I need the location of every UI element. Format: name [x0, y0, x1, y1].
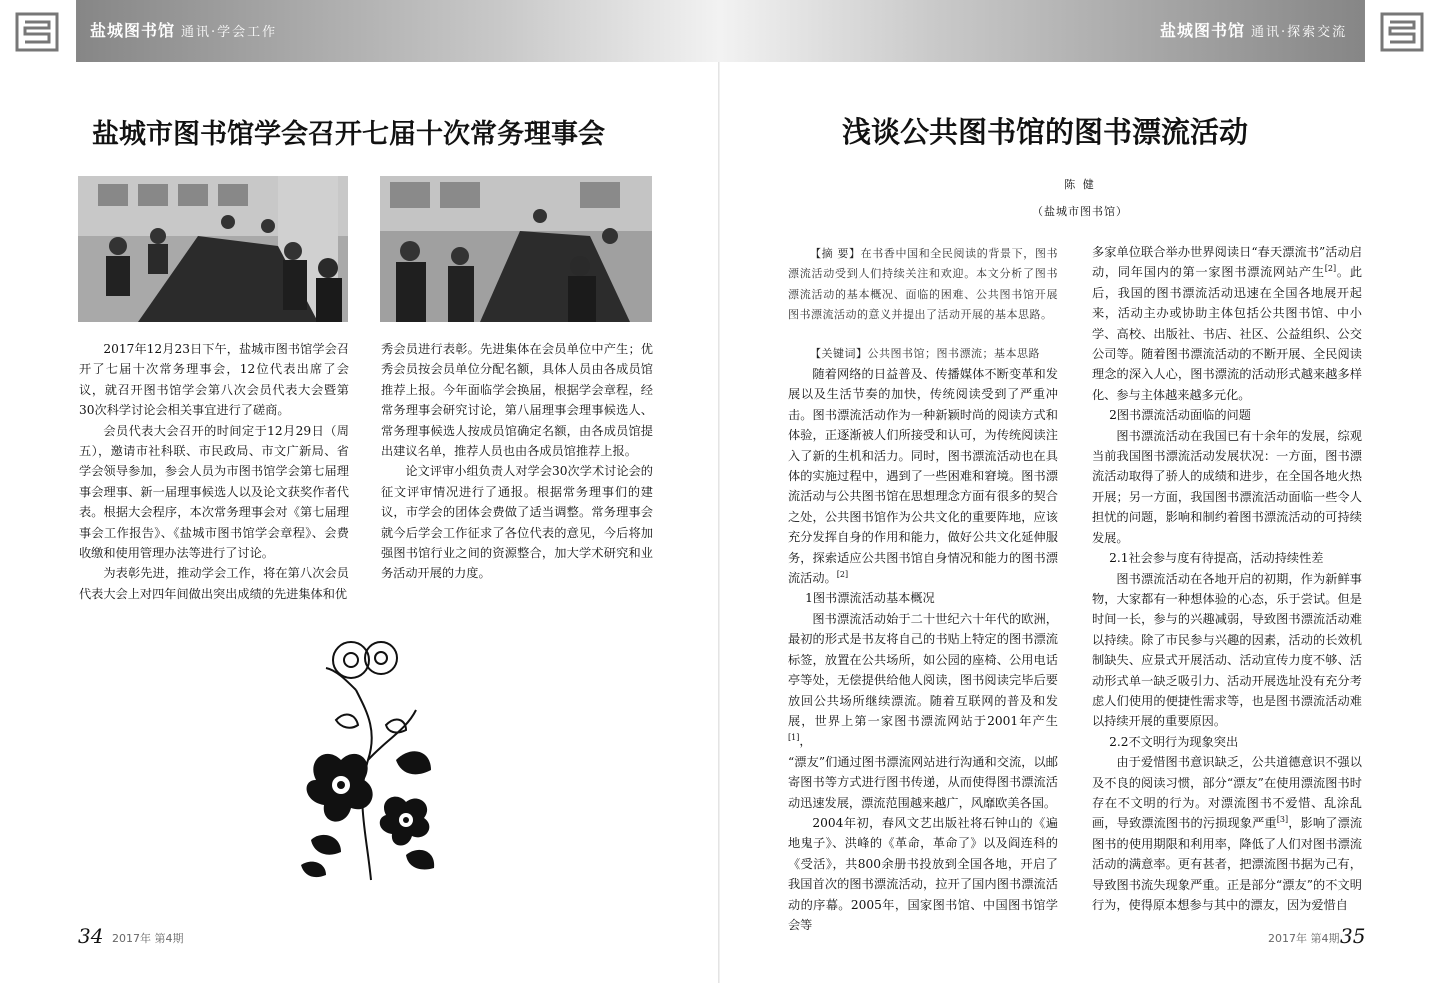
section-heading: 2.2不文明行为现象突出: [1109, 734, 1239, 749]
left-issue-label: 2017年 第4期: [112, 932, 184, 945]
header-left-section: 通讯·学会工作: [181, 25, 278, 40]
paragraph: 论文评审小组负责人对学会30次学术讨论会的征文评审情况进行了通报。根据常务理事们的建议，市学会的团体会费做了适当调整。常务理事会就今后学会工作征求了各位代表的意见，今后将加强图书馆行业之间的资源整合，加大学术研究和业务活动开展的力度。: [381, 464, 653, 581]
header-brand-right: 盐城图书馆: [1160, 21, 1246, 40]
citation: [3]: [1276, 815, 1289, 825]
left-column-2: [381, 339, 653, 589]
header-right-text: [1160, 18, 1347, 41]
right-page-number: 35: [1340, 924, 1366, 948]
paragraph: 为表彰先进，推动学会工作，将在第八次会员代表大会上对四年间做出突出成绩的先进集体和优: [79, 566, 349, 601]
paragraph: 由于爱惜图书意识缺乏，公共道德意识不强以及不良的阅读习惯，部分“漂友”在使用漂流图书时存在不文明的行为。对漂流图书不爱惜、乱涂乱画，导致漂流图书的污损现象严重[3]，影响了漂流图书的使用期限和利用率，降低了人们对图书漂流活动的满意率。更有甚者，把漂流图书据为己有，导致图书流失现象严重。正是部分“漂友”的不文明行为，使得原本想参与其中的漂友，因为爱惜自: [1092, 755, 1363, 912]
paragraph: 2017年12月23日下午，盐城市图书馆学会召开了七届十次常务理事会，12位代表出席了会议，就召开图书馆学会第八次会员代表大会暨第30次科学讨论会相关事宜进行了磋商。: [79, 342, 349, 418]
paragraph: 随着网络的日益普及、传播媒体不断变革和发展以及生活节奏的加快，传统阅读受到了严重冲击。图书漂流活动作为一种新颖时尚的阅读方式和体验，正逐渐被人们所接受和认可，为传统阅读注入了新的生机和活力。同时，图书漂流活动也在具体的实施过程中，遇到了一些困难和窘境。图书漂流活动与公共图书馆在思想理念方面有很多的契合之处，公共图书馆作为公共文化的重要阵地，应该充分发挥自身的作用和能力，做好公共文化延伸服务，探索适应公共图书馆自身情况和能力的图书漂流活动。[2]: [788, 367, 1058, 586]
paragraph: 秀会员进行表彰。先进集体在会员单位中产生；优秀会员按会员单位分配名额，具体人员由各成员馆推荐上报。今年面临学会换届，根据学会章程，经常务理事会研究讨论，第八届理事会理事候选人、常务理事候选人按成员馆确定名额，由各成员馆提出建议名单，推荐人员也由各成员馆推荐上报。: [381, 342, 653, 459]
flower-illustration-icon: [296, 630, 446, 885]
library-emblem-icon: [15, 12, 59, 52]
left-page-number: 34: [78, 924, 104, 948]
citation: [1]: [788, 733, 800, 743]
right-page-title: 浅谈公共图书馆的图书漂流活动: [842, 115, 1249, 149]
citation: [2]: [836, 570, 849, 579]
citation: [2]: [1324, 264, 1337, 274]
abstract-block: [788, 244, 1058, 342]
page-header: [0, 0, 1440, 62]
section-heading: 2图书漂流活动面临的问题: [1109, 408, 1251, 423]
paragraph: 图书漂流活动在各地开启的初期，作为新鲜事物，大家都有一种想体验的心态，乐于尝试。但是时间一长，参与的兴趣减弱，导致图书漂流活动难以持续。除了市民参与兴趣的因素，活动的长效机制缺失、应景式开展活动、活动宣传力度不够、活动形式单一缺乏吸引力、活动开展选址没有充分考虑人们使用的便捷性需求等，也是图书漂流活动难以持续开展的重要原因。: [1092, 571, 1362, 729]
library-emblem-icon: [1380, 12, 1424, 52]
paragraph: 图书漂流活动在我国已有十余年的发展，综观当前我国图书漂流活动发展状况：一方面，图书漂流活动取得了骄人的成绩和进步，在全国各地火热开展；另一方面，我国图书漂流活动面临一些令人担忧的问题，影响和制约着图书漂流活动的可持续发展。: [1092, 428, 1362, 545]
header-left-text: [90, 18, 277, 41]
keywords-text: 公共图书馆；图书漂流；基本思路: [867, 347, 1040, 360]
meeting-photo-1: [78, 176, 348, 322]
meeting-photo-2: [380, 176, 652, 322]
left-page-title: 盐城市图书馆学会召开七届十次常务理事会: [92, 119, 605, 150]
paragraph: 多家单位联合举办世界阅读日“春天漂流书”活动启动，同年国内的第一家图书漂流网站产生[2]。此后，我国的图书漂流活动迅速在全国各地展开起来，活动主办或协助主体包括公共图书馆、中小学、高校、出版社、书店、社区、公益组织、公交公司等。随着图书漂流活动的不断开展、全民阅读理念的深入人心，图书漂流的活动形式越来越多样化、参与主体越来越多元化。: [1092, 245, 1363, 402]
page-gutter: [718, 62, 720, 983]
right-issue-label: 2017年 第4期: [1268, 932, 1340, 945]
right-column-1: [788, 364, 1058, 932]
library-logo-left: [0, 0, 77, 62]
keywords-block: [788, 344, 1058, 364]
paragraph: “漂友”们通过图书漂流网站进行沟通和交流，以邮寄图书等方式进行图书传递，从而使得图书漂流活动迅速发展，漂流范围越来越广，风靡欧美各国。: [788, 754, 1058, 810]
abstract-text: 在书香中国和全民阅读的背景下，图书漂流活动受到人们持续关注和欢迎。本文分析了图书漂流活动的基本概况、面临的困难、公共图书馆开展图书漂流活动的意义并提出了活动开展的基本思路。: [788, 247, 1058, 322]
author-affiliation: （盐城市图书馆）: [1032, 205, 1128, 218]
paragraph: 图书漂流活动始于二十世纪六十年代的欧洲，最初的形式是书友将自己的书贴上特定的图书漂流标签，放置在公共场所，如公园的座椅、公用电话亭等处，无偿提供给他人阅读，图书阅读完毕后要放回公共场所继续漂流。随着互联网的普及和发展，世界上第一家图书漂流网站于2001年产生[1]，: [788, 611, 1058, 749]
header-brand-left: 盐城图书馆: [90, 21, 176, 40]
left-column-1: [79, 339, 349, 601]
section-heading: 1图书漂流活动基本概况: [805, 591, 935, 606]
keywords-label: 【关键词】: [810, 347, 868, 360]
section-heading: 2.1社会参与度有待提高，活动持续性差: [1109, 551, 1324, 566]
author-name: 陈 健: [1064, 178, 1096, 191]
right-column-2: [1092, 242, 1362, 922]
abstract-label: 【摘 要】: [810, 247, 861, 260]
library-logo-right: [1364, 0, 1441, 62]
paragraph: 2004年初，春风文艺出版社将石钟山的《遍地鬼子》、洪峰的《革命，革命了》以及阎连科的《受活》，共800余册书投放到全国各地，开启了我国首次的图书漂流活动，拉开了国内图书漂流活动的序幕。2005年，国家图书馆、中国图书馆学会等: [788, 815, 1058, 932]
paragraph: 会员代表大会召开的时间定于12月29日（周五），邀请市社科联、市民政局、市文广新局、省学会领导参加，参会人员为市图书馆学会第七届理事会理事、新一届理事候选人以及论文获奖作者代表。根据大会程序，本次常务理事会对《第七届理事会工作报告》、《盐城市图书馆学会章程》、会费收缴和使用管理办法等进行了讨论。: [79, 423, 349, 561]
header-right-section: 通讯·探索交流: [1251, 25, 1348, 40]
